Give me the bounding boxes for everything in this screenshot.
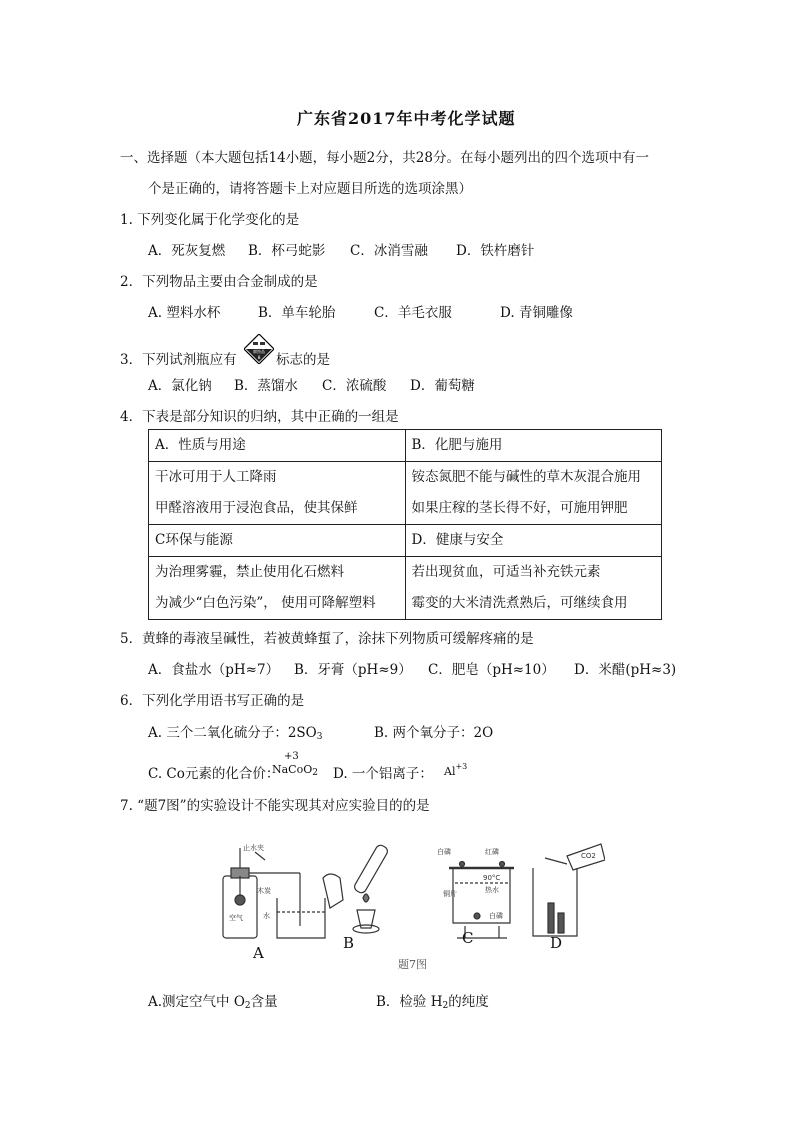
table-cell-b-body: 铵态氮肥不能与碱性的草木灰混合施用 如果庄稼的茎长得不好，可施用钾肥 <box>405 462 662 525</box>
fig-co2-label: CO2 <box>581 852 596 860</box>
fig-white-p-label: 白磷 <box>437 848 451 856</box>
q6-option-c: C. Co元素的化合价： <box>148 766 280 782</box>
fig-temp-label: 90°C <box>483 874 501 882</box>
q7-option-a: A.测定空气中 $O_2$含量 <box>148 994 278 1011</box>
table-cell-d-head: D．健康与安全 <box>405 525 662 557</box>
table-cell-b-head: B．化肥与施用 <box>405 430 662 462</box>
fig-label-d: D <box>550 934 563 952</box>
sign-label: 腐蚀品 <box>253 349 265 354</box>
q5-option-b: B．牙膏（pH≈9） <box>294 662 412 678</box>
q3-option-a: A．氯化钠 <box>148 378 212 394</box>
fig-hot-water-label: 热水 <box>485 886 499 894</box>
q1-stem: 1. 下列变化属于化学变化的是 <box>120 212 300 228</box>
corrosive-hazard-sign-icon <box>244 334 274 364</box>
q2-option-c: C．羊毛衣服 <box>374 305 452 321</box>
q5-option-d: D．米醋(pH≈3) <box>574 662 677 678</box>
q2-option-d: D. 青铜雕像 <box>500 305 573 321</box>
q6-stem: 6．下列化学用语书写正确的是 <box>120 693 305 709</box>
q7-stem: 7. “题7图”的实验设计不能实现其对应实验目的的是 <box>120 798 430 814</box>
fig-air-label: 空气 <box>229 914 243 922</box>
section-instruction-line2: 个是正确的，请将答题卡上对应题目所选的选项涂黑） <box>148 181 472 197</box>
q6-d-formula: $Al^{+3}$ <box>444 762 468 778</box>
q1-option-c: C．冰消雪融 <box>350 243 428 259</box>
table-cell-a-head: A．性质与用途 <box>149 430 406 462</box>
fig-caption: 题7图 <box>398 958 427 971</box>
q3-option-b: B．蒸馏水 <box>234 378 298 394</box>
table-cell-a-body: 干冰可用于人工降雨 甲醛溶液用于浸泡食品，使其保鲜 <box>149 462 406 525</box>
q6-option-b: B. 两个氧分子：2O <box>374 725 494 741</box>
q7-experiment-figure <box>215 838 605 966</box>
fig-red-p-label: 红磷 <box>485 848 499 856</box>
q6-option-a: A. 三个二氧化硫分子：$2SO_3$ <box>148 725 323 742</box>
table-cell-c-body: 为治理雾霾，禁止使用化石燃料 为减少“白色污染”， 使用可降解塑料 <box>149 557 406 620</box>
q1-option-d: D．铁杵磨针 <box>456 243 535 259</box>
q1-option-a: A．死灰复燃 <box>148 243 226 259</box>
q7-option-b: B．检验 $H_2$的纯度 <box>376 994 489 1011</box>
q3-option-c: C．浓硫酸 <box>322 378 387 394</box>
q6-c-valence: +3 <box>284 751 299 762</box>
q5-stem: 5．黄蜂的毒液呈碱性，若被黄蜂蜇了，涂抹下列物质可缓解疼痛的是 <box>120 631 534 647</box>
q6-c-formula: NaCoO$_2$ <box>272 763 318 778</box>
q3-stem-pre: 3．下列试剂瓶应有 <box>120 352 237 368</box>
fig-label-b: B <box>343 934 355 952</box>
fig-white-p2-label: 白磷 <box>489 912 503 920</box>
q2-option-b: B．单车轮胎 <box>258 305 336 321</box>
knowledge-table <box>148 429 662 620</box>
q3-option-d: D．葡萄糖 <box>410 378 475 394</box>
fig-water-label: 水 <box>263 912 270 920</box>
fig-clamp-label: 止水夹 <box>243 844 264 852</box>
q2-stem: 2．下列物品主要由合金制成的是 <box>120 274 318 290</box>
section-instruction-line1: 一、选择题（本大题包括14小题，每小题2分，共28分。在每小题列出的四个选项中有一 <box>120 150 649 166</box>
q2-option-a: A. 塑料水杯 <box>148 305 221 321</box>
q3-stem-post: 标志的是 <box>276 352 330 368</box>
q6-option-d: D. 一个铝离子： <box>333 766 433 782</box>
table-cell-d-body: 若出现贫血，可适当补充铁元素 霉变的大米清洗煮熟后，可继续食用 <box>405 557 662 620</box>
q5-option-a: A．食盐水（pH≈7） <box>148 662 280 678</box>
q4-stem: 4．下表是部分知识的归纳，其中正确的一组是 <box>120 409 399 425</box>
fig-copper-label: 铜片 <box>443 890 457 898</box>
page-title: 广东省2017年中考化学试题 <box>297 109 516 128</box>
q1-option-b: B．杯弓蛇影 <box>248 243 326 259</box>
sign-number: 8 <box>257 356 261 361</box>
fig-label-a: A <box>253 944 264 962</box>
fig-label-c: C <box>462 929 474 947</box>
fig-charcoal-label: 木炭 <box>257 887 271 895</box>
table-cell-c-head: C环保与能源 <box>149 525 406 557</box>
q5-option-c: C．肥皂（pH≈10） <box>428 662 555 678</box>
